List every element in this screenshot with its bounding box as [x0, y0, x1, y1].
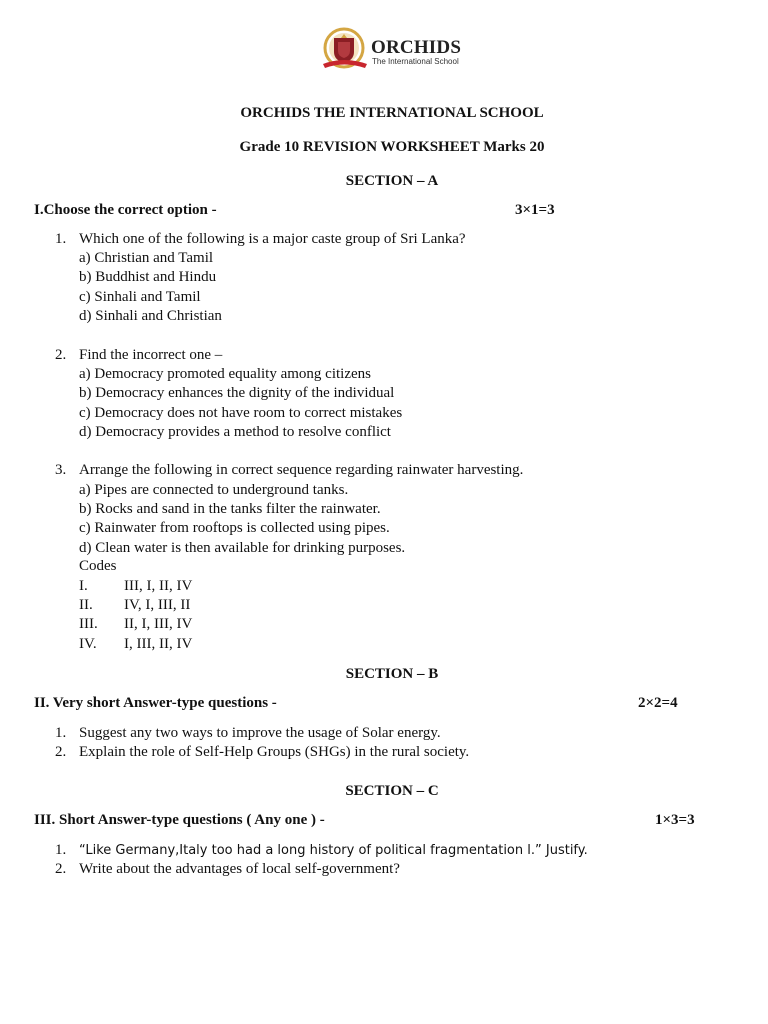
question-number: 1.: [55, 842, 67, 858]
option: a) Pipes are connected to underground tanks.: [79, 482, 349, 498]
question-number: 2.: [55, 347, 67, 363]
option: c) Democracy does not have room to correct mistakes: [79, 405, 403, 421]
question-text: Find the incorrect one –: [79, 347, 223, 363]
question-text: Explain the role of Self-Help Groups (SHGs) in the rural society.: [79, 744, 470, 760]
logo-brand-text: ORCHIDS: [371, 37, 462, 58]
question-number: 2.: [55, 861, 67, 877]
codes-label: Codes: [79, 558, 117, 574]
question-number: 1.: [55, 725, 67, 741]
school-name: ORCHIDS THE INTERNATIONAL SCHOOL: [240, 105, 544, 121]
code-roman: IV.: [79, 636, 97, 652]
question-text: Suggest any two ways to improve the usage of Solar energy.: [79, 725, 441, 741]
code-roman: I.: [79, 578, 88, 594]
section-a-instruction: I.Choose the correct option -: [34, 202, 217, 218]
code-value: I, III, II, IV: [124, 636, 193, 652]
option: d) Sinhali and Christian: [79, 308, 222, 324]
option: b) Buddhist and Hindu: [79, 269, 217, 285]
question-number: 3.: [55, 462, 67, 478]
section-c-instruction: III. Short Answer-type questions ( Any one ) -: [34, 812, 325, 828]
question-text: Write about the advantages of local self-government?: [79, 861, 400, 877]
option: b) Rocks and sand in the tanks filter the rainwater.: [79, 501, 381, 517]
section-b-title: SECTION – B: [345, 666, 439, 682]
section-b-marks: 2×2=4: [638, 695, 678, 711]
section-a-title: SECTION – A: [345, 173, 439, 189]
section-a-marks: 3×1=3: [515, 202, 555, 218]
section-c-marks: 1×3=3: [655, 812, 695, 828]
question-text: Which one of the following is a major caste group of Sri Lanka?: [79, 231, 466, 247]
code-roman: III.: [79, 616, 98, 632]
worksheet-title: Grade 10 REVISION WORKSHEET Marks 20: [239, 139, 545, 155]
option: d) Democracy provides a method to resolve conflict: [79, 424, 391, 440]
question-text: “Like Germany,Italy too had a long history of political fragmentation l.” Justify.: [79, 843, 588, 858]
question-number: 1.: [55, 231, 67, 247]
option: d) Clean water is then available for drinking purposes.: [79, 540, 406, 556]
option: c) Rainwater from rooftops is collected using pipes.: [79, 520, 390, 536]
logo-tagline: The International School: [372, 57, 459, 66]
school-logo: [320, 26, 470, 74]
code-value: II, I, III, IV: [124, 616, 193, 632]
section-c-title: SECTION – C: [345, 783, 439, 799]
section-b-instruction: II. Very short Answer-type questions -: [34, 695, 277, 711]
option: a) Democracy promoted equality among citizens: [79, 366, 371, 382]
code-value: IV, I, III, II: [124, 597, 191, 613]
code-value: III, I, II, IV: [124, 578, 193, 594]
question-number: 2.: [55, 744, 67, 760]
option: c) Sinhali and Tamil: [79, 289, 201, 305]
question-text: Arrange the following in correct sequence regarding rainwater harvesting.: [79, 462, 524, 478]
code-roman: II.: [79, 597, 93, 613]
option: b) Democracy enhances the dignity of the individual: [79, 385, 395, 401]
option: a) Christian and Tamil: [79, 250, 214, 266]
orchids-crest-icon: [320, 26, 370, 74]
